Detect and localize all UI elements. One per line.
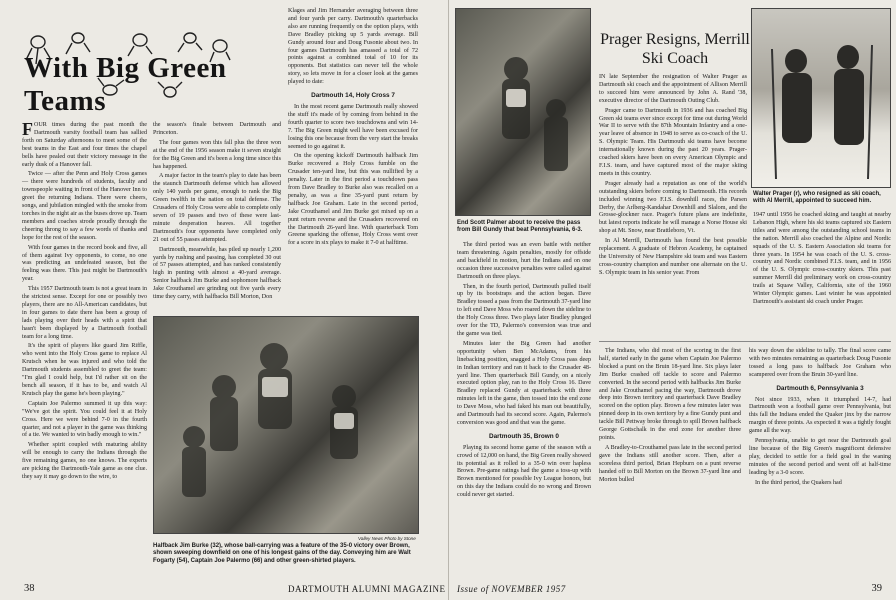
photo-caption: End Scott Palmer about to receive the pass from Bill Gundy that beat Pennsylvania, 6-3.	[457, 220, 583, 234]
photo-players-silhouettes	[456, 9, 592, 217]
paragraph: Playing its second home game of the season with a crowd of 12,000 on hand, the Big Green really showed its potential as it rolled to a 35-0 win over hapless Brown. Pre-game ratings had the game a toss-up with Brown mentioned for possible Ivy League honors, but on this day the Indians could do no wrong and Brown could never get started.	[457, 444, 591, 499]
paragraph: the season's finale between Dartmouth and Princeton.	[153, 122, 281, 136]
paragraph: Not since 1933, when it triumphed 14-7, had Dartmouth won a football game over Pennsylvania, but this fall the Indians ended the Quaker jinx by the narrow margin of three points. As expected it was a tightly fought game all the way.	[749, 396, 891, 435]
paragraph: In the third period, the Quakers had	[755, 479, 842, 486]
right-bottom-column-a	[599, 348, 741, 580]
left-column-2-body	[153, 122, 281, 312]
photo-caption: Walter Prager (r), who resigned as ski coach, with Al Merrill, appointed to succeed him.	[753, 191, 881, 205]
paragraph: A Bradley-to-Crouthamel pass late in the second period gave the Indians still another score. Then, after a scoreless third period, Brian Hepburn on a punt reverse handed off to Bill Morton on the Brown 37-yard line and Morton bulled	[599, 444, 741, 483]
football-game-photo	[153, 316, 419, 534]
photo-coaches-silhouettes	[752, 9, 892, 189]
right-column-b	[599, 74, 747, 340]
paragraph: IN late September the resignation of Walter Prager as Dartmouth ski coach and the appointment of Allison Merrill to succeed him were announced by John A. Rand '38, executive director of the Dartmouth Outing Club.	[599, 74, 747, 104]
section-divider	[599, 341, 891, 342]
paragraph: Pennsylvania, unable to get near the Dartmouth goal line because of the Big Green's magnificent defensive play, decided to settle for a field goal in the waning minutes of the second period and went off at half-time leading by a 3-0 score.	[749, 438, 891, 476]
left-column-3	[288, 8, 418, 313]
paragraph: Prager came to Dartmouth in 1936 and has coached Big Green ski teams ever since except for time out during World War II to serve with the 87th Mountain Infantry and a one-year leave of absence in 1948 to serve as co-coach of the U. S. Olympic Team. His Dartmouth ski teams have become internationally known during the past 20 years. Prager-coached skiers have been on every American Olympic and F.I.S. team, and have captured most of the major skiing meets in this country.	[599, 107, 747, 177]
photo-players-silhouettes	[154, 317, 420, 535]
paragraph: The Indians, who did most of the scoring in the first half, started early in the game when Captain Joe Palermo blocked a punt on the Bruin 18-yard line. Six plays later Jim Burke crashed off tackle to score and Palermo converted. In the second period with halfbacks Jim Burke and Jake Crouthamel pacing the way, Dartmouth drove deep into Brown territory and quarterback Dave Bradley scored on the option play. Brown a few minutes later was pinned deep in its own territory by a fine Gundy punt and tackle Bill Pettway broke through to spill Brown halfback George Gottschalk in the end zone for another three points.	[599, 348, 741, 441]
paragraph: It's the spirit of players like guard Jim Riffle, who went into the Holy Cross game to replace Al Krutsch when he was injured and who told the Dartmouth students assembled to greet the team: "I'm glad I could help, but I'd rather sit on the bench all season, if it has to be, and watch Al Krutsch play the game he's been playing."	[22, 343, 147, 397]
paragraph: Klages and Jim Hernander averaging between three and four yards per carry. Dartmouth's quarterbacks also are running frequently on the option plays, with Dave Bradley picking up 5 yards average. Bill Gundy around four and Doug Fusonie about two. In four games Dartmouth has amassed a total of 72 points against a combined total of 10 for its opponents. But statistics can never tell the whole story, so lets move in for a closer look at the games played to date:	[288, 8, 418, 86]
game-subheading: Dartmouth 6, Pennsylvania 3	[776, 384, 864, 392]
page-number: 38	[24, 583, 35, 594]
intro-paragraph: FOUR times during the past month the Dartmouth varsity football team has sallied forth on Saturday afternoons to meet some of the best teams in the East and four times the chapel bells have pealed out their victory message in the early dusk of a Hanover fall.	[22, 119, 147, 168]
paragraph: With four games in the record book and five, all of them against Ivy opponents, to come, no one was predicting an undefeated season, but the feeling was there. This just might be Dartmouth's year.	[22, 244, 147, 283]
page-headline: With Big Green Teams	[24, 52, 227, 117]
paragraph: Whether spirit coupled with maturing ability will be enough to carry the Indians through the five remaining games, no one knows. The experts are picking the Dartmouth-Yale game as one clue. they say it may go down to the wire, to	[22, 442, 147, 480]
paragraph: Dartmouth, meanwhile, has piled up nearly 1,200 yards by rushing and passing, has completed 30 out of 57 passes attempted, and has ranked consistently high in punting with almost a 40-yard average. Senior halfback Jim Burke and sophomore halfback Jake Crouthamel are grinding out five yards every time they carry, with halfbacks Bill Morton, Don	[153, 246, 281, 301]
right-column-c	[753, 212, 891, 342]
paragraph: The four games won this fall plus the three won at the end of the 1956 season make it seven straight for the Big Green and it's been a long time since this has happened.	[153, 139, 281, 170]
paragraph: The third period was an even battle with neither team threatening. Again penalties, mostly for offside and backfield in motion, hurt the Indians and on one occasion three successive penalties were called against Dartmouth on three plays.	[457, 242, 591, 280]
right-column-a	[457, 242, 591, 574]
game-subheading: Dartmouth 14, Holy Cross 7	[311, 92, 395, 100]
paragraph: 1947 until 1956 he coached skiing and taught at nearby Lebanon High, where his ski teams captured six Eastern titles and were among the outstanding school teams in the nation. Merrill also coached the Alpine and Nordic squads of the U. S. Eastern Association ski teams for three years. In 1954 he was coach of the U. S. cross-country and Nordic combined F.I.S. team, and in 1956 of the U. S. Olympic cross-country skiers. This past summer Merrill did preliminary work on cross-country trails at Squaw Valley, California, site of the 1960 Winter Olympic games. Last winter he was appointed Dartmouth's assistant ski coach under Prager.	[753, 212, 891, 305]
paragraph: This 1957 Dartmouth team is not a great team in the strictest sense. Except for one or possibly two players, there are no All-American candidates, but in four games to date there has been a group of lads playing over their heads with a spirit that hasn't been displayed by a Dartmouth football team for a long time.	[22, 286, 147, 340]
pass-reception-photo	[455, 8, 591, 216]
paragraph: Minutes later the Big Green had another opportunity when Ben McAdams, from his linebacking position, snagged a Holy Cross pass deep in Indian territory and ran it back to the Crusader 48-yard line. Then quarterback Bill Gundy, on a nicely executed option play, ran to the Holy Cross 16. Dave Bradley replaced Gundy at quarterback with three minutes left in the game, then tossed into the end zone to Dave Moss, who had faked his man out beautifully, and Dartmouth had its second score. Again, Palermo's conversion was good and that was the game.	[457, 340, 591, 426]
photo-credit: Valley News Photo by Stone	[358, 536, 416, 541]
ski-coaches-photo	[751, 8, 891, 188]
paragraph: Prager already had a reputation as one of the world's outstanding skiers before coming to Dartmouth. His records included winning two F.I.S. downhill races, the Parsen Derby, the Arlberg-Kandahar Downhill and Slalom, and the Grosse-glockner race. Prager's future plans are indefinite, but latest reports indicate he will manage a Norse House ski shop at Mt. Snow, near Brattleboro, Vt.	[599, 180, 747, 235]
paragraph: In Al Merrill, Dartmouth has found the best possible replacement. A graduate of Hebron Academy, he captained the University of New Hampshire ski team and was Eastern cross-country champion and number one alternate on the U. S. Olympic team in his senior year. From	[599, 238, 747, 276]
right-bottom-column-b	[749, 348, 891, 580]
drop-cap: F	[22, 119, 33, 139]
paragraph: Then, in the fourth period, Dartmouth pulled itself up by its bootstraps and the action began. Dave Bradley tossed a pass from the Dartmouth 37-yard line to left end Dave Moss who roared down the sideline to the Holy Cross three. Two plays later Bradley plunged over for the TD, Palermo's conversion was true and the game was tied.	[457, 283, 591, 337]
paragraph: A major factor in the team's play to date has been the staunch Dartmouth defense which has allowed only 140 yards per game, enough to rank the Big Green twelfth in the nation on total defense. The Crusaders of Holy Cross were able to complete only seven of 19 passes and two of these were last-minute desperation heaves. All together Dartmouth's four opponents have completed only 21 out of 55 passes attempted.	[153, 173, 281, 243]
magazine-footer: DARTMOUTH ALUMNI MAGAZINE	[288, 584, 446, 594]
paragraph: On the opening kickoff Dartmouth halfback Jim Burke recovered a Holy Cross fumble on the Crusader ten-yard line, but this was nullified by a penalty. Later in the first period a touchdown pass from Dave Bradley to Burke also was recalled on a penalty, as was a fine 35-yard punt return by halfback Joe Graham. Late in the second period, Jake Crouthamel and Jim Burke got mixed up on a punt return reverse and the Crusaders recovered on the Dartmouth 26-yard line. With quarterback Tom Greene sparking the offense, Holy Cross went over for a score in six plays to make it 7-0 at halftime.	[288, 153, 418, 247]
paragraph: In the most recent game Dartmouth really showed the stuff it's made of by coming from behind in the fourth quarter to score two touchdowns and win 14-7. The Big Green might well have been excused for losing this one because from the very start the breaks seemed to go against it.	[288, 103, 418, 150]
issue-footer: Issue of NOVEMBER 1957	[457, 584, 566, 594]
page-number: 39	[871, 583, 882, 594]
photo-caption: Halfback Jim Burke (32), whose ball-carrying was a feature of the 35-0 victory over Brown, shown sweeping downfield on one of his longest gains of the day. Conveying him are Walt Fogarty (54), Captain Joe Palermo (66) and other green-shirted players.	[153, 543, 411, 564]
paragraph: his way down the sideline to tally. The final score came with two minutes remaining as quarterback Doug Fusonie tossed a long pass to halfback Joe Graham who scampered over from the Bruin 30-yard line.	[749, 348, 891, 378]
game-subheading: Dartmouth 35, Brown 0	[489, 432, 559, 440]
right-page	[448, 0, 896, 600]
left-column-1	[22, 119, 147, 580]
paragraph: Twice — after the Penn and Holy Cross games — there were hundreds of students, faculty and townspeople waiting in front of the Hanover Inn to greet the returning Indians. There were cheers, songs, and jubilation mingled with the smoke from torches in the night air as the buses drove up. Team members and coaches strode proudly through the cheering throng to say a few words of thanks and hope for the rest of the season.	[22, 171, 147, 241]
article-headline: Prager Resigns, Merrill Ski Coach	[600, 31, 750, 67]
paragraph: Captain Joe Palermo summed it up this way: "We've got the spirit. You could feel it at Holy Cross. Here we were behind 7-0 in the fourth quarter, and not a player in the game was thinking of a tie. We wanted to win badly enough to win."	[22, 400, 147, 439]
